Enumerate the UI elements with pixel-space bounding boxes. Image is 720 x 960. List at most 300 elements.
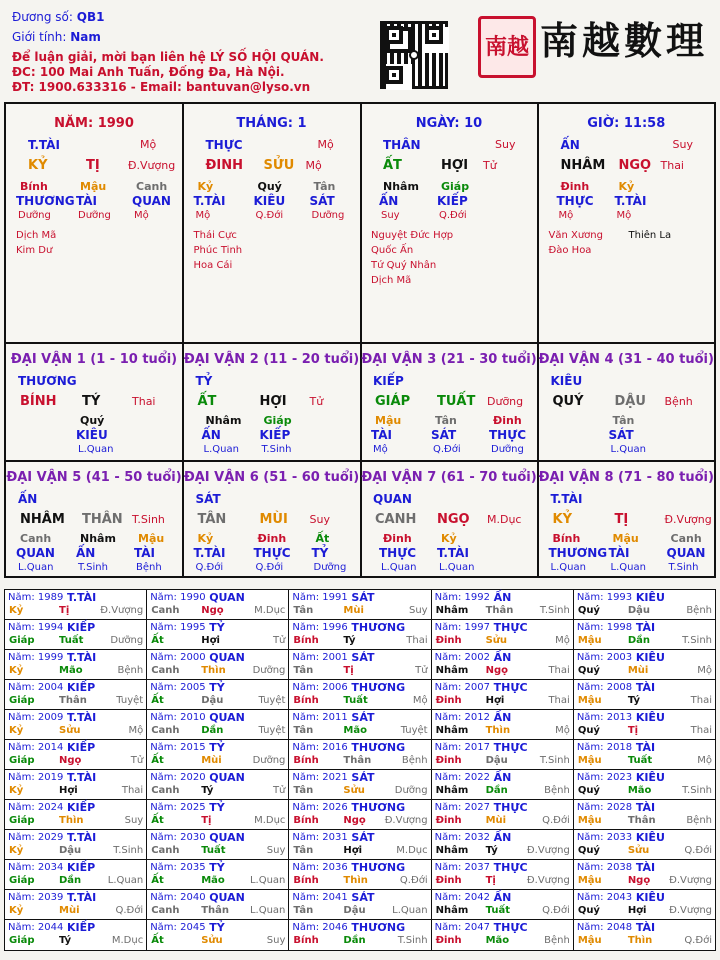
year-cell <box>289 890 431 919</box>
year-cell <box>5 830 147 859</box>
dai-van-branch: TUẤT <box>437 394 476 409</box>
dai-van-branch-note: M.Dục <box>487 513 522 526</box>
year-god: TÀI <box>635 681 656 694</box>
dai-van-title: ĐẠI VẬN 5 (41 - 50 tuổi) <box>6 470 182 485</box>
hidden-stage: Q.Đới <box>195 562 224 573</box>
year-branch: Tị <box>627 725 639 736</box>
year-branch: Dần <box>343 935 366 946</box>
year-stage: Dưỡng <box>252 665 286 676</box>
year-stem: Ất <box>151 755 164 766</box>
dai-van-branch: TÝ <box>82 394 101 409</box>
year-row <box>5 740 715 770</box>
hidden-god: KIẾP <box>259 428 291 442</box>
year-stem: Đinh <box>435 815 462 826</box>
dai-van-stem: TÂN <box>197 512 227 527</box>
year-cell <box>147 650 289 679</box>
year-god: KIÊU <box>635 591 665 604</box>
year-stage: Đ.Vượng <box>100 605 144 616</box>
year-stage: T.Sinh <box>539 755 570 766</box>
year-label: Năm: 2030 <box>150 832 206 843</box>
year-god: SÁT <box>351 771 375 784</box>
year-god: T.TÀI <box>67 591 97 604</box>
year-label: Năm: 1995 <box>150 622 206 633</box>
year-label: Năm: 2040 <box>150 892 206 903</box>
year-branch: Mão <box>343 725 367 736</box>
hidden-stage: Mộ <box>616 210 632 221</box>
year-stem: Tân <box>293 665 314 676</box>
year-stem: Quý <box>577 785 600 796</box>
year-stem: Giáp <box>9 935 35 946</box>
dai-van-title: ĐẠI VẬN 1 (1 - 10 tuổi) <box>10 352 178 367</box>
year-label: Năm: 2010 <box>150 712 206 723</box>
hidden-stem: Nhâm <box>205 414 242 427</box>
year-stage: T.Sinh <box>113 845 144 856</box>
year-stage: Q.Đới <box>684 935 713 946</box>
year-stage: Q.Đới <box>542 905 570 916</box>
year-stage: Q.Đới <box>542 815 570 826</box>
year-stage: Bệnh <box>686 815 713 826</box>
year-god: KIÊU <box>635 831 665 844</box>
dai-van-title: ĐẠI VẬN 2 (11 - 20 tuổi) <box>183 352 360 367</box>
hidden-stem: Ất <box>315 532 330 545</box>
star-note: Thái Cực <box>193 230 237 241</box>
year-stem: Giáp <box>9 695 35 706</box>
star-note: Phúc Tinh <box>193 245 243 256</box>
hidden-stage: Q.Đới <box>255 562 284 573</box>
year-branch: Tị <box>201 815 212 826</box>
year-cell <box>147 710 289 739</box>
year-god: KIÊU <box>635 771 665 784</box>
year-cell <box>5 770 147 799</box>
hidden-stage: Dưỡng <box>491 444 524 455</box>
hidden-stem: Nhâm <box>80 532 116 545</box>
year-stem: Tân <box>293 845 314 856</box>
hidden-god: THƯƠNG <box>16 194 75 208</box>
hidden-stem: Kỷ <box>197 180 214 193</box>
year-label: Năm: 2042 <box>434 892 490 903</box>
year-label: Năm: 2027 <box>434 802 490 813</box>
year-label: Năm: 2016 <box>292 742 348 753</box>
year-god: TỶ <box>209 621 225 634</box>
hidden-stem: Giáp <box>263 414 292 427</box>
year-cell <box>147 680 289 709</box>
year-branch: Mùi <box>627 665 649 676</box>
year-stage: Tuyệt <box>258 725 286 736</box>
year-cell <box>432 650 574 679</box>
year-stem: Bính <box>293 875 319 886</box>
header <box>0 0 720 100</box>
star-note: Văn Xương <box>548 230 603 241</box>
year-branch: Dần <box>627 635 650 646</box>
hidden-stage: L.Quan <box>203 444 239 455</box>
year-cell <box>432 590 574 619</box>
year-stage: Suy <box>266 845 286 856</box>
dai-van-cell <box>539 462 715 578</box>
hidden-stage: L.Quan <box>18 562 54 573</box>
year-label: Năm: 2009 <box>8 712 64 723</box>
pillar-stem: NHÂM <box>560 158 606 173</box>
year-god: KIẾP <box>67 861 96 874</box>
year-stage: Thai <box>548 665 570 676</box>
contact-address: ĐC: 100 Mai Anh Tuấn, Đống Đa, Hà Nội. <box>12 65 285 79</box>
year-label: Năm: 2018 <box>576 742 633 753</box>
pillar-stage-label: Suy <box>495 138 516 151</box>
dai-van-cell <box>6 462 184 578</box>
dai-van-stem: NHÂM <box>20 512 65 527</box>
year-label: Năm: 1994 <box>8 622 64 633</box>
dai-van-branch: DẬU <box>614 394 646 409</box>
hidden-god: THỰC <box>379 546 417 560</box>
dai-van-branch-note: Suy <box>309 513 330 526</box>
hidden-stage: L.Quan <box>78 444 114 455</box>
year-branch: Thân <box>627 815 656 826</box>
year-god: KIẾP <box>67 741 96 754</box>
year-stem: Tân <box>293 785 314 796</box>
year-row <box>5 710 715 740</box>
year-god: QUAN <box>209 771 245 784</box>
year-branch: Dần <box>485 785 508 796</box>
year-cell <box>289 740 431 769</box>
year-cell <box>289 680 431 709</box>
year-cell <box>5 860 147 889</box>
qr-code-icon[interactable] <box>380 21 448 89</box>
year-branch: Ngọ <box>485 665 509 676</box>
year-stem: Ất <box>151 935 164 946</box>
year-label: Năm: 2000 <box>150 652 206 663</box>
year-god: TỶ <box>209 801 225 814</box>
pillar-branch: TỊ <box>86 158 100 173</box>
year-stage: M.Dục <box>254 605 286 616</box>
hidden-stage: L.Quan <box>439 562 475 573</box>
hidden-stem: Quý <box>257 180 282 193</box>
year-cell <box>574 740 715 769</box>
dai-van-stem: BÍNH <box>20 394 57 409</box>
year-stem: Nhâm <box>435 845 469 856</box>
year-stem: Mậu <box>577 635 602 646</box>
year-stage: Suy <box>266 935 286 946</box>
year-stem: Canh <box>151 845 180 856</box>
year-stage: Bệnh <box>686 605 713 616</box>
year-cell <box>432 680 574 709</box>
dai-van-title: ĐẠI VẬN 6 (51 - 60 tuổi) <box>183 470 360 485</box>
year-stem: Mậu <box>577 815 602 826</box>
hidden-god: TỶ <box>311 546 329 560</box>
dai-van-branch-note: Thai <box>132 395 156 408</box>
year-stage: Dưỡng <box>252 755 286 766</box>
year-god: T.TÀI <box>67 771 97 784</box>
gender-line <box>12 30 101 44</box>
year-stem: Kỷ <box>9 905 24 916</box>
pillar-stage-label: Mộ <box>317 138 334 151</box>
year-stage: M.Dục <box>396 845 428 856</box>
year-cell <box>147 620 289 649</box>
pillar-title: GIỜ: 11:58 <box>587 116 666 131</box>
year-row <box>5 830 715 860</box>
year-god: T.TÀI <box>67 711 97 724</box>
year-stem: Bính <box>293 815 319 826</box>
hidden-stage: Mộ <box>195 210 211 221</box>
hidden-stem: Mậu <box>80 180 107 193</box>
year-label: Năm: 2034 <box>8 862 64 873</box>
year-label: Năm: 2007 <box>434 682 490 693</box>
year-branch: Hợi <box>627 905 647 916</box>
year-god: TÀI <box>635 621 656 634</box>
year-cell <box>432 860 574 889</box>
hidden-god: THỰC <box>489 428 527 442</box>
year-stage: Bệnh <box>544 785 570 796</box>
pillar-stage-label: Mộ <box>140 138 157 151</box>
year-cell <box>574 890 715 919</box>
year-god: KIẾP <box>67 621 96 634</box>
hidden-stage: Dưỡng <box>311 210 345 221</box>
year-stage: Tử <box>272 785 286 796</box>
dai-van-god: KIÊU <box>550 374 583 388</box>
year-god: THƯƠNG <box>351 681 406 694</box>
year-stem: Quý <box>577 665 600 676</box>
year-stage: Suy <box>124 815 144 826</box>
year-stage: L.Quan <box>107 875 144 886</box>
year-cell <box>289 770 431 799</box>
year-stage: Tuyệt <box>258 695 286 706</box>
year-branch: Dần <box>59 875 82 886</box>
contact-phone-email[interactable]: ĐT: 1900.633316 - Email: bantuvan@lyso.vn <box>12 80 311 94</box>
pillar-branch: HỢI <box>441 158 469 173</box>
dai-van-god: SÁT <box>195 492 221 506</box>
year-stem: Bính <box>293 695 319 706</box>
hidden-stem: Kỷ <box>441 532 457 545</box>
year-god: THỰC <box>493 801 528 814</box>
year-branch: Tý <box>485 845 498 856</box>
year-stem: Đinh <box>435 695 462 706</box>
year-branch: Sửu <box>343 785 365 796</box>
star-note: Nguyệt Đức Hợp <box>371 230 454 241</box>
year-branch: Ngọ <box>59 755 82 766</box>
year-row <box>5 890 715 920</box>
year-god: SÁT <box>351 831 375 844</box>
year-god: THỰC <box>493 621 528 634</box>
year-cell <box>574 770 715 799</box>
pillar-branch-note: Thai <box>660 159 684 172</box>
dai-van-branch-note: Bệnh <box>664 395 693 408</box>
hidden-god: SÁT <box>608 428 634 442</box>
year-stem: Mậu <box>577 935 602 946</box>
hidden-stage: T.Sinh <box>78 562 108 573</box>
pillar-branch-note: Mộ <box>305 159 322 172</box>
year-stage: Thai <box>548 695 570 706</box>
hidden-god: TÀI <box>371 428 393 442</box>
year-cell <box>574 710 715 739</box>
year-branch: Ngọ <box>627 875 651 886</box>
year-god: TÀI <box>635 801 656 814</box>
year-stage: T.Sinh <box>682 785 713 796</box>
year-branch: Tý <box>201 785 214 796</box>
dai-van-god: QUAN <box>373 492 412 506</box>
year-stage: Q.Đới <box>684 845 713 856</box>
dai-van-cell <box>539 344 715 462</box>
pillar-stem: KỶ <box>28 158 48 173</box>
year-god: T.TÀI <box>67 831 97 844</box>
year-stage: T.Sinh <box>539 605 570 616</box>
dai-van-stem: QUÝ <box>552 394 584 409</box>
year-branch: Tuất <box>343 695 368 706</box>
hidden-stage: Mộ <box>373 444 388 455</box>
year-stem: Mậu <box>577 875 602 886</box>
year-stem: Quý <box>577 725 600 736</box>
dai-van-title: ĐẠI VẬN 3 (21 - 30 tuổi) <box>361 352 537 367</box>
year-cell <box>5 740 147 769</box>
year-branch: Thân <box>485 605 514 616</box>
year-label: Năm: 2038 <box>576 862 633 873</box>
hidden-god: SÁT <box>309 194 335 208</box>
pillar-cell <box>361 104 539 344</box>
year-label: Năm: 2003 <box>576 652 633 663</box>
year-label: Năm: 2024 <box>8 802 64 813</box>
year-stem: Ất <box>151 875 164 886</box>
year-stage: Đ.Vượng <box>669 875 713 886</box>
dai-van-cell <box>184 462 362 578</box>
pillar-cell <box>6 104 184 344</box>
year-stage: Q.Đới <box>399 875 428 886</box>
year-label: Năm: 2008 <box>576 682 633 693</box>
year-stem: Tân <box>293 605 314 616</box>
year-cell <box>432 800 574 829</box>
year-stem: Kỷ <box>9 725 24 736</box>
year-row <box>5 620 715 650</box>
year-row <box>5 590 715 620</box>
year-god: THƯƠNG <box>351 741 406 754</box>
year-branch: Thìn <box>343 875 368 886</box>
year-stem: Nhâm <box>435 785 469 796</box>
year-label: Năm: 2025 <box>150 802 206 813</box>
gender-value: Nam <box>70 30 101 44</box>
hidden-god: T.TÀI <box>193 194 226 208</box>
year-label: Năm: 2048 <box>576 922 633 933</box>
year-branch: Sửu <box>485 635 508 646</box>
year-stem: Đinh <box>435 935 462 946</box>
year-god: THỰC <box>493 681 528 694</box>
year-label: Năm: 2012 <box>434 712 490 723</box>
year-cell <box>147 830 289 859</box>
hidden-god: THƯƠNG <box>548 546 608 560</box>
hidden-stage: L.Quan <box>381 562 417 573</box>
owner-line <box>12 10 104 24</box>
hidden-stem: Tân <box>612 414 635 427</box>
year-branch: Ngọ <box>201 605 224 616</box>
hidden-stem: Kỷ <box>618 180 635 193</box>
year-branch: Mùi <box>485 815 507 826</box>
year-stem: Bính <box>293 935 319 946</box>
year-label: Năm: 2041 <box>292 892 348 903</box>
year-branch: Sửu <box>627 845 650 856</box>
pillar-god-label: T.TÀI <box>28 138 60 152</box>
year-label: Năm: 2039 <box>8 892 64 903</box>
star-note: Dịch Mã <box>16 230 57 241</box>
dai-van-god: KIẾP <box>373 374 404 388</box>
year-label: Năm: 1990 <box>150 592 206 603</box>
year-branch: Mão <box>485 935 510 946</box>
dai-van-cell <box>361 462 539 578</box>
pillar-title: NĂM: 1990 <box>54 116 134 131</box>
pillar-god-label: THÂN <box>383 138 421 152</box>
year-branch: Mão <box>59 665 83 676</box>
year-stem: Canh <box>151 905 180 916</box>
year-stem: Giáp <box>9 815 35 826</box>
year-god: TỶ <box>209 861 225 874</box>
year-label: Năm: 2047 <box>434 922 490 933</box>
year-stage: Thai <box>121 785 144 796</box>
year-label: Năm: 2045 <box>150 922 206 933</box>
year-branch: Thân <box>343 755 372 766</box>
pillar-cell <box>184 104 362 344</box>
year-label: Năm: 2043 <box>576 892 633 903</box>
dai-van-branch-note: Dưỡng <box>487 395 524 408</box>
year-cell <box>432 830 574 859</box>
dai-van-cell <box>184 344 362 462</box>
pillar-stem: ĐINH <box>205 158 243 173</box>
year-branch: Thân <box>59 695 87 706</box>
year-god: TÀI <box>635 921 656 934</box>
hidden-god: QUAN <box>16 546 55 560</box>
year-label: Năm: 2020 <box>150 772 206 783</box>
hidden-stage: Dưỡng <box>313 562 347 573</box>
year-stage: Suy <box>409 605 428 616</box>
pillar-title: THÁNG: 1 <box>236 116 307 131</box>
year-branch: Ngọ <box>343 815 366 826</box>
year-row <box>5 920 715 950</box>
year-cell <box>432 710 574 739</box>
year-god: SÁT <box>351 891 375 904</box>
year-cell <box>574 830 715 859</box>
year-branch: Mão <box>627 785 652 796</box>
hidden-stem: Kỷ <box>197 532 214 545</box>
year-label: Năm: 1993 <box>576 592 633 603</box>
hidden-stage: L.Quan <box>610 444 646 455</box>
year-stem: Ất <box>151 695 164 706</box>
year-cell <box>432 920 574 950</box>
year-branch: Thìn <box>485 725 511 736</box>
year-label: Năm: 1992 <box>434 592 490 603</box>
hidden-stem: Giáp <box>441 180 470 193</box>
year-label: Năm: 2032 <box>434 832 490 843</box>
year-stem: Canh <box>151 665 180 676</box>
year-stage: Đ.Vượng <box>669 905 713 916</box>
pillar-title: NGÀY: 10 <box>415 116 483 131</box>
hidden-stage: T.Sinh <box>668 562 699 573</box>
year-branch: Tị <box>343 665 354 676</box>
year-cell <box>432 620 574 649</box>
year-god: ẤN <box>493 771 512 784</box>
year-cell <box>289 860 431 889</box>
hidden-stage: Bệnh <box>136 562 162 573</box>
dai-van-branch: NGỌ <box>437 512 470 527</box>
year-row <box>5 800 715 830</box>
dai-van-title: ĐẠI VẬN 4 (31 - 40 tuổi) <box>538 352 714 367</box>
year-branch: Dậu <box>343 905 366 916</box>
year-label: Năm: 2015 <box>150 742 206 753</box>
year-god: KIẾP <box>67 801 96 814</box>
year-label: Năm: 2004 <box>8 682 64 693</box>
year-god: THƯƠNG <box>351 801 406 814</box>
hidden-stem: Đinh <box>493 414 522 427</box>
year-label: Năm: 2021 <box>292 772 348 783</box>
hidden-stem: Nhâm <box>383 180 419 193</box>
year-stem: Đinh <box>435 875 462 886</box>
year-label: Năm: 2006 <box>292 682 348 693</box>
year-stem: Nhâm <box>435 725 469 736</box>
year-cell <box>5 800 147 829</box>
year-cell <box>289 620 431 649</box>
dai-van-branch-note: T.Sinh <box>132 513 165 526</box>
